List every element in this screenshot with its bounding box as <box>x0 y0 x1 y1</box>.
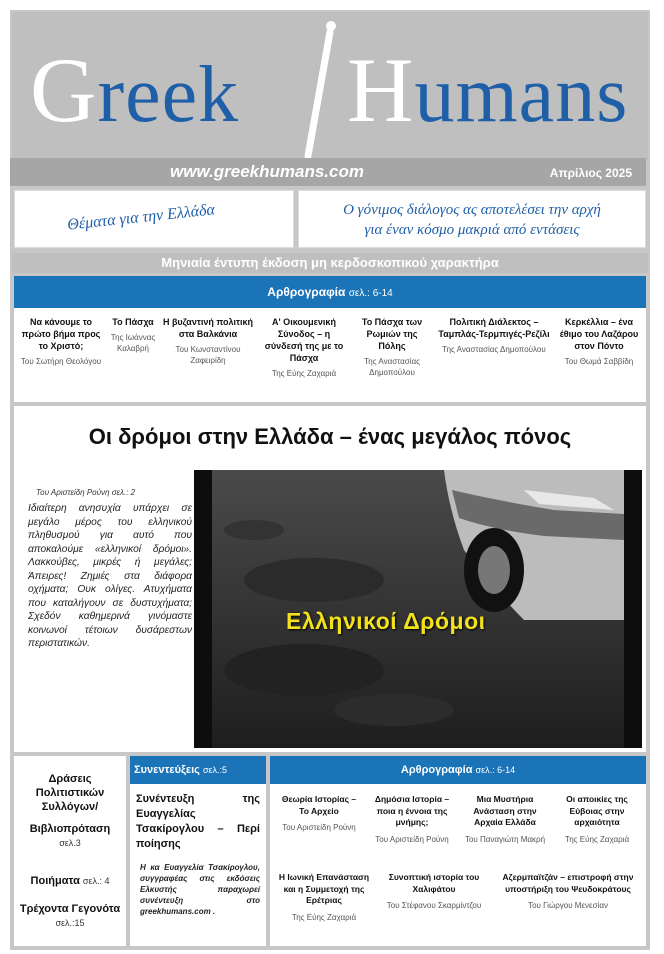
section-current-events[interactable] <box>14 902 126 930</box>
article-item[interactable] <box>462 794 548 845</box>
interview-description: Η κα Ευαγγελία Τσακίρογλου, συγγραφέας στις εκδόσεις Ελκυστής παραχωρεί συνέντευξη στο greekhumans.com . <box>140 863 260 916</box>
article-item[interactable] <box>554 794 640 845</box>
photo-caption: Ελληνικοί Δρόμοι <box>286 608 486 634</box>
article-title: Το Πάσχα των Ρωμιών της Πόλης <box>361 317 423 351</box>
issue-date: Απρίλιος 2025 <box>549 166 632 180</box>
article-title: Αζερμπαϊτζάν – επιστροφή στην υποστήριξη του Ψευδοκράτους <box>502 872 634 894</box>
publication-tagline: Μηνιαία έντυπη έκδοση μη κερδοσκοπικού χαρακτήρα <box>12 253 648 273</box>
section-pages: σελ.: 4 <box>82 876 110 886</box>
main-story <box>14 406 646 752</box>
article-author: Του Κωνσταντίνου Ζαφειρίδη <box>175 345 241 365</box>
interviews-header <box>130 756 266 784</box>
section-title: Δράσεις Πολιτιστικών Συλλόγων/ <box>35 773 105 813</box>
article-item[interactable] <box>438 316 550 355</box>
articles-top-pages: σελ.: 6-14 <box>348 288 393 299</box>
article-item[interactable] <box>110 316 156 354</box>
masthead-humans-initial: H <box>347 39 415 141</box>
masthead-humans <box>347 39 629 141</box>
article-author: Του Αριστείδη Ρούνη <box>282 823 356 832</box>
masthead-slash-logo <box>300 18 340 160</box>
article-title: Να κάνουμε το πρώτο βήμα προς το Χριστό; <box>21 317 101 351</box>
section-pages: σελ.3 <box>59 838 81 848</box>
masthead-greek-initial: G <box>30 39 98 141</box>
main-story-title[interactable]: Οι δρόμοι στην Ελλάδα – ένας μεγάλος πόνος <box>88 424 572 449</box>
article-author: Της Αναστασίας Δημοπούλου <box>442 345 546 354</box>
website-link[interactable]: www.greekhumans.com <box>170 162 364 181</box>
article-title: Οι αποικίες της Εύβοιας στην αρχαιότητα <box>566 794 628 827</box>
articles-top-header <box>14 276 646 308</box>
article-title: Πολιτική Διάλεκτος – Ταμπλάς-Τερμπιγές-Ρεζίλι <box>438 317 550 339</box>
interviews-pages: σελ.:5 <box>202 765 228 775</box>
articles-top-heading: Αρθρογραφία <box>267 285 346 299</box>
article-author: Της Εύης Ζαχαριά <box>291 912 357 922</box>
section-pages: σελ.:15 <box>55 918 85 928</box>
articles-top-list <box>14 308 646 402</box>
article-author: Της Αναστασίας Δημοπούλου <box>363 357 420 377</box>
article-author: Της Ιωάννας Καλαβρή <box>110 333 156 353</box>
section-cultural-activities[interactable] <box>14 772 126 814</box>
article-title: Η βυζαντινή πολιτική στα Βαλκάνια <box>162 317 254 339</box>
motto-box <box>298 190 646 248</box>
article-item[interactable] <box>18 316 104 367</box>
newsletter-page <box>10 10 650 950</box>
article-author: Του Γιώργου Μενεσίαν <box>528 901 608 910</box>
articles-bottom-heading: Αρθρογραφία <box>400 764 473 776</box>
article-author: Του Στέφανου Σκαρμίντζου <box>386 901 482 910</box>
main-story-photo <box>194 470 642 748</box>
article-author: Της Εύης Ζαχαριά <box>271 369 337 378</box>
articles-bottom-header <box>270 756 646 784</box>
section-book-recommendation[interactable] <box>14 822 126 850</box>
motto-line-2: για έναν κόσμο μακριά από εντάσεις <box>364 222 580 238</box>
article-title: Μια Μυστήρια Ανάσταση στην Αρχαία Ελλάδα <box>473 794 537 827</box>
article-item[interactable] <box>556 316 642 367</box>
section-title: Ποιήματα <box>30 875 80 887</box>
article-title: Συνοπτική ιστορία του Χαλιφάτου <box>388 872 480 894</box>
article-title: Η Ιωνική Επανάσταση και η Συμμετοχή της Ερέτριας <box>278 872 370 905</box>
article-author: Του Θωμά Σαββίδη <box>564 357 634 366</box>
article-item[interactable] <box>384 872 484 911</box>
section-title: Βιβλιοπρόταση <box>29 823 111 835</box>
article-title: Δημόσια Ιστορία – ποια η έννοια της μνήμης; <box>374 794 450 827</box>
interview-title[interactable]: Συνέντευξη της Ευαγγελίας Τσακίρογλου – Περί ποίησης <box>136 793 260 850</box>
masthead <box>12 12 648 160</box>
article-item[interactable] <box>368 794 456 845</box>
masthead-greek <box>30 39 240 141</box>
article-item[interactable] <box>354 316 430 378</box>
articles-bottom-pages: σελ.: 6-14 <box>475 765 516 775</box>
interviews-column <box>130 756 266 946</box>
interviews-heading: Συνεντεύξεις <box>134 764 200 776</box>
topics-box <box>14 190 294 248</box>
article-item[interactable] <box>162 316 254 366</box>
article-title: Κερκέλλια – ένα έθιμο του Λαζάρου στον Πόντο <box>559 317 639 351</box>
article-author: Του Παναγιώτη Μακρή <box>464 834 546 844</box>
topics-label: Θέματα για την Ελλάδα <box>66 201 216 234</box>
article-author: Του Σωτήρη Θεολόγου <box>20 357 102 366</box>
article-author: Του Αριστείδη Ρούνη <box>375 834 449 844</box>
article-item[interactable] <box>276 794 362 833</box>
articles-bottom <box>270 756 646 946</box>
main-story-lead: Ιδιαίτερη ανησυχία υπάρχει σε μεγάλο μέρος του ελληνικού πληθυσμού για αυτό που αποκαλούμε «ελληνικοί δρόμοι». Λακκούβες, μικρές ή μεγάλες; Άπειρες! Ζημιές στα διάφορα οχήματα; Ουκ ολίγες. Ατυχήματα που καταλήγουν σε δυστυχήματα; Σχεδόν καθημερινά γινόμαστε κοινωνοί τέτοιων δυσάρεστων περιστατικών. <box>28 503 192 649</box>
article-title: Θεωρία Ιστορίας – Το Αρχείο <box>281 794 357 816</box>
masthead-greek-rest: reek <box>97 51 240 139</box>
article-item[interactable] <box>496 872 640 911</box>
article-item[interactable] <box>260 316 348 379</box>
masthead-humans-rest: umans <box>414 51 629 139</box>
motto-line-1: Ο γόνιμος διάλογος ας αποτελέσει την αρχή <box>343 202 601 218</box>
article-title: Το Πάσχα <box>112 317 154 327</box>
article-title: Α' Οικουμενική Σύνοδος – η σύνδεσή της με το Πάσχα <box>264 317 344 363</box>
sections-column <box>14 756 126 946</box>
section-title: Τρέχοντα Γεγονότα <box>19 903 121 915</box>
article-author: Της Εύης Ζαχαριά <box>564 834 630 844</box>
section-poems[interactable] <box>14 874 126 888</box>
main-story-byline: Του Αριστείδη Ρούνη σελ.: 2 <box>36 488 136 497</box>
article-item[interactable] <box>276 872 372 923</box>
